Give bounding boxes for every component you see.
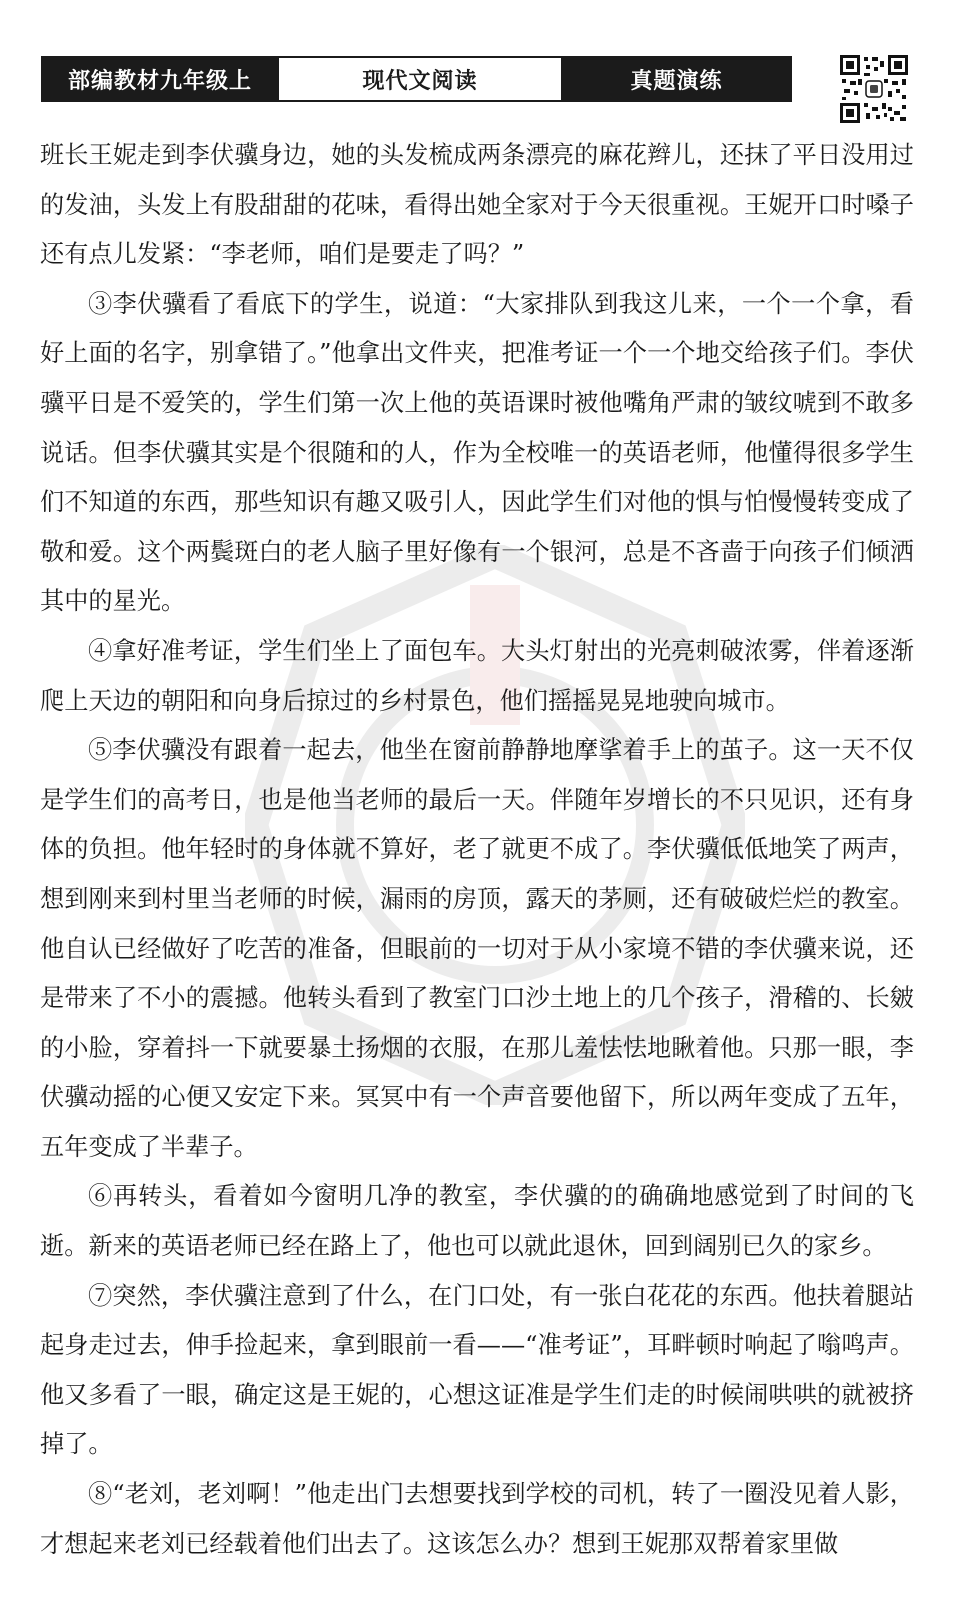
paragraph-8: ⑧“老刘，老刘啊！”他走出门去想要找到学校的司机，转了一圈没见着人影，才想起来老刘已经载着他们出去了。这该怎么办？想到王妮那双帮着家里做 — [40, 1480, 914, 1558]
paragraph-3: ③李伏骥看了看底下的学生，说道：“大家排队到我这儿来，一个一个拿，看好上面的名字，别拿错了。”他拿出文件夹，把准考证一个一个地交给孩子们。李伏骥平日是不爱笑的，学生们第一次上他的英语课时被他嘴角严肃的皱纹唬到不敢多说话。但李伏骥其实是个很随和的人，作为全校唯一的英语老师，他懂得很多学生们不知道的东西，那些知识有趣又吸引人，因此学生们对他的惧与怕慢慢转变成了敬和爱。这个两鬓斑白的老人脑子里好像有一个银河，总是不吝啬于向孩子们倾洒其中的星光。 — [40, 289, 914, 616]
article-body — [40, 131, 914, 1569]
paragraph-4: ④拿好准考证，学生们坐上了面包车。大头灯射出的光亮刺破浓雾，伴着逐渐爬上天边的朝阳和向身后掠过的乡村景色，他们摇摇晃晃地驶向城市。 — [40, 636, 914, 715]
paragraph-6: ⑥再转头，看着如今窗明几净的教室，李伏骥的的确确地感觉到了时间的飞逝。新来的英语老师已经在路上了，他也可以就此退休，回到阔别已久的家乡。 — [40, 1182, 914, 1261]
paragraph-continued: 班长王妮走到李伏骥身边，她的头发梳成两条漂亮的麻花辫儿，还抹了平日没用过的发油，头发上有股甜甜的花味，看得出她全家对于今天很重视。王妮开口时嗓子还有点儿发紧：“李老师，咱们是要走了吗？” — [40, 141, 914, 269]
paragraph-7: ⑦突然，李伏骥注意到了什么，在门口处，有一张白花花的东西。他扶着腿站起身走过去，伸手捡起来，拿到眼前一看——“准考证”，耳畔顿时响起了嗡鸣声。他又多看了一眼，确定这是王妮的，心想这证准是学生们走的时候闹哄哄的就被挤掉了。 — [40, 1281, 914, 1459]
header-textbook-label: 部编教材九年级上 — [43, 58, 277, 100]
header-bar — [41, 56, 792, 102]
paragraph-5: ⑤李伏骥没有跟着一起去，他坐在窗前静静地摩挲着手上的茧子。这一天不仅是学生们的高考日，也是他当老师的最后一天。伴随年岁增长的不只见识，还有身体的负担。他年轻时的身体就不算好，老了就更不成了。李伏骥低低地笑了两声，想到刚来到村里当老师的时候，漏雨的房顶，露天的茅厕，还有破破烂烂的教室。他自认已经做好了吃苦的准备，但眼前的一切对于从小家境不错的李伏骥来说，还是带来了不小的震撼。他转头看到了教室门口沙土地上的几个孩子，滑稽的、长皴的小脸，穿着抖一下就要暴土扬烟的衣服，在那儿羞怯怯地瞅着他。只那一眼，李伏骥动摇的心便又安定下来。冥冥中有一个声音要他留下，所以两年变成了五年，五年变成了半辈子。 — [40, 736, 914, 1161]
header-practice-label: 真题演练 — [563, 58, 790, 100]
qr-code-icon — [840, 55, 908, 123]
header-section-label: 现代文阅读 — [277, 58, 563, 100]
